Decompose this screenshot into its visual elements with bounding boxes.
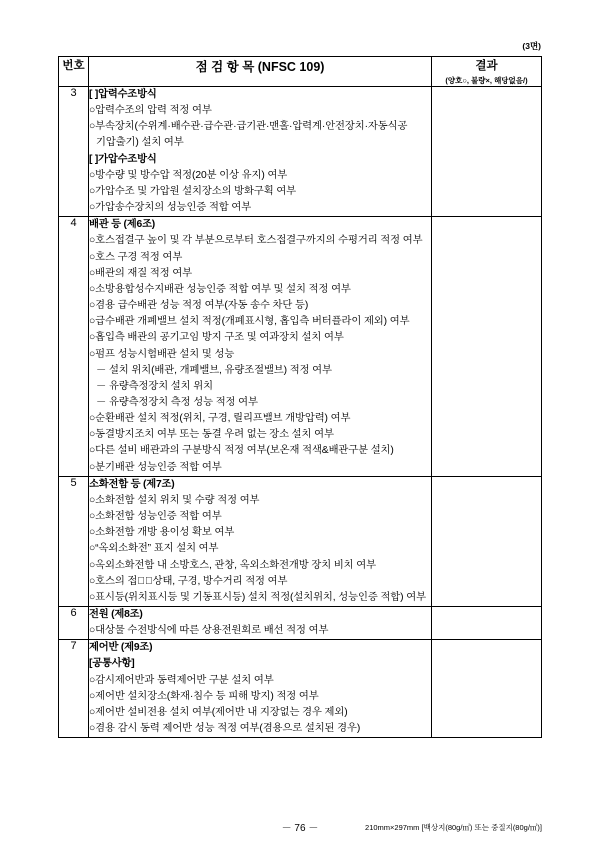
inspection-section-title: 소화전함 등 (제7조) bbox=[89, 478, 175, 490]
inspection-item-line: ○펌프 성능시험배관 설치 및 성능 bbox=[89, 348, 235, 360]
table-header bbox=[59, 57, 542, 87]
column-header-item: 점 검 항 목 (NFSC 109) bbox=[89, 57, 432, 87]
page-number: － 76 － bbox=[281, 823, 319, 834]
inspection-item-line: ○소화전함 설치 위치 및 수량 적정 여부 bbox=[89, 494, 260, 506]
inspection-section-title: 제어반 (제9조) bbox=[89, 642, 153, 654]
inspection-item-line: ○호스 구경 적정 여부 bbox=[89, 251, 183, 263]
inspection-item-line: ○소화전함 성능인증 적합 여부 bbox=[89, 511, 222, 523]
inspection-item-line: ○“옥외소화전” 표지 설치 여부 bbox=[89, 543, 219, 555]
row-inspection-items bbox=[89, 87, 432, 217]
column-header-result-legend: (양호○, 불량×, 해당없음/) bbox=[445, 76, 528, 85]
inspection-item-line: ○대상물 수전방식에 따른 상용전원회로 배선 적정 여부 bbox=[89, 625, 329, 637]
row-result-cell[interactable] bbox=[432, 217, 542, 477]
inspection-item-line: ○다른 설비 배관과의 구분방식 적정 여부(보온재 적색&배관구분 설치) bbox=[89, 445, 394, 457]
table-body bbox=[59, 87, 542, 738]
row-number: 4 bbox=[59, 217, 89, 477]
page-footer bbox=[0, 819, 600, 833]
table-row bbox=[59, 217, 542, 477]
page-marker: (3면) bbox=[522, 41, 541, 51]
inspection-item-line: ○가압수조 및 가압원 설치장소의 방화구획 여부 bbox=[89, 185, 297, 197]
table-header-row bbox=[59, 57, 542, 87]
table-row bbox=[59, 87, 542, 217]
row-number: 3 bbox=[59, 87, 89, 217]
column-header-no: 번호 bbox=[59, 57, 89, 87]
inspection-item-line: ○순환배관 설치 적정(위치, 구경, 릴리프밸브 개방압력) 여부 bbox=[89, 413, 351, 425]
inspection-item-line: ○제어반 설비전용 설치 여부(제어반 내 지장없는 경우 제외) bbox=[89, 706, 348, 718]
inspection-item-line: ○배관의 재질 적정 여부 bbox=[89, 267, 193, 279]
inspection-item-line: ○홉입측 배관의 공기고임 방지 구조 및 여과장치 설치 여부 bbox=[89, 332, 344, 344]
row-number: 7 bbox=[59, 640, 89, 738]
paper-specification-note: 210mm×297mm [백상지(80g/㎡) 또는 중질지(80g/㎡)] bbox=[365, 823, 542, 832]
row-number: 5 bbox=[59, 476, 89, 606]
inspection-item-line: ○겸용 급수배관 성능 적정 여부(자동 송수 차단 등) bbox=[89, 300, 309, 312]
inspection-item-line: － 설치 위치(배관, 개폐밸브, 유량조절밸브) 적정 여부 bbox=[96, 364, 332, 376]
row-result-cell[interactable] bbox=[432, 87, 542, 217]
inspection-item-line: ○분기배관 성능인증 적합 여부 bbox=[89, 461, 222, 473]
row-inspection-items bbox=[89, 607, 432, 640]
row-number: 6 bbox=[59, 607, 89, 640]
inspection-item-line: ○압력수조의 압력 적정 여부 bbox=[89, 105, 212, 117]
row-result-cell[interactable] bbox=[432, 607, 542, 640]
inspection-section-title: 전원 (제8조) bbox=[89, 609, 143, 620]
column-header-result bbox=[432, 57, 542, 87]
inspection-item-line: ○급수배관 개폐밸브 설치 적정(개폐표시형, 홉입측 버터플라이 제외) 여부 bbox=[89, 316, 410, 328]
inspection-checklist-table bbox=[58, 56, 542, 738]
table-row bbox=[59, 607, 542, 640]
inspection-item-line: ○표시등(위치표시등 및 기동표시등) 설치 적정(설치위치, 성능인증 적합) 여부 bbox=[89, 591, 426, 603]
inspection-item-line: ○옥외소화전함 내 소방호스, 관창, 옥외소화전개방 장치 비치 여부 bbox=[89, 559, 376, 571]
inspection-section-title: [공통사항] bbox=[89, 658, 135, 670]
inspection-section-title: 배관 등 (제6조) bbox=[89, 219, 156, 231]
inspection-item-line: ○동결방지조치 여부 또는 동결 우려 없는 장소 설치 여부 bbox=[89, 429, 334, 441]
inspection-item-line: ○방수량 및 방수압 적정(20분 이상 유지) 여부 bbox=[89, 169, 288, 181]
inspection-item-line: － 유량측정장치 설치 위치 bbox=[96, 380, 213, 392]
inspection-item-line: ○호스접결구 높이 및 각 부분으로부터 호스접결구까지의 수평거리 적정 여부 bbox=[89, 235, 423, 247]
table-row bbox=[59, 476, 542, 606]
inspection-item-line: ○겸용 감시 동력 제어반 성능 적정 여부(겸용으로 설치된 경우) bbox=[89, 723, 361, 735]
table-row bbox=[59, 640, 542, 738]
column-header-result-main: 결과 bbox=[475, 60, 498, 72]
inspection-section-title: [ ]가압수조방식 bbox=[89, 153, 157, 165]
inspection-item-line: ○감시제어반과 동력제어반 구분 설치 여부 bbox=[89, 674, 274, 686]
row-result-cell[interactable] bbox=[432, 476, 542, 606]
inspection-item-line: ○소방용합성수지배관 성능인증 적합 여부 및 설치 적정 여부 bbox=[89, 283, 351, 295]
inspection-item-line: ○부속장치(수위계·배수관·급수관·급기관·맨홀·압력계·안전장치·자동식공 bbox=[89, 121, 408, 133]
inspection-item-line: － 유량측정장치 측정 성능 적정 여부 bbox=[96, 396, 258, 408]
inspection-section-title: [ ]압력수조방식 bbox=[89, 89, 157, 100]
inspection-item-line: ○제어반 설치장소(화재·침수 등 피해 방지) 적정 여부 bbox=[89, 690, 319, 702]
row-result-cell[interactable] bbox=[432, 640, 542, 738]
inspection-item-line: 기압출기) 설치 여부 bbox=[96, 137, 184, 149]
row-inspection-items bbox=[89, 640, 432, 738]
inspection-item-line: ○가압송수장치의 성능인증 적합 여부 bbox=[89, 202, 252, 214]
row-inspection-items bbox=[89, 476, 432, 606]
inspection-item-line: ○호스의 접결ُ상태, 구경, 방수거리 적정 여부 bbox=[89, 575, 288, 587]
inspection-item-line: ○소화전함 개방 용이성 확보 여부 bbox=[89, 527, 235, 539]
row-inspection-items bbox=[89, 217, 432, 477]
